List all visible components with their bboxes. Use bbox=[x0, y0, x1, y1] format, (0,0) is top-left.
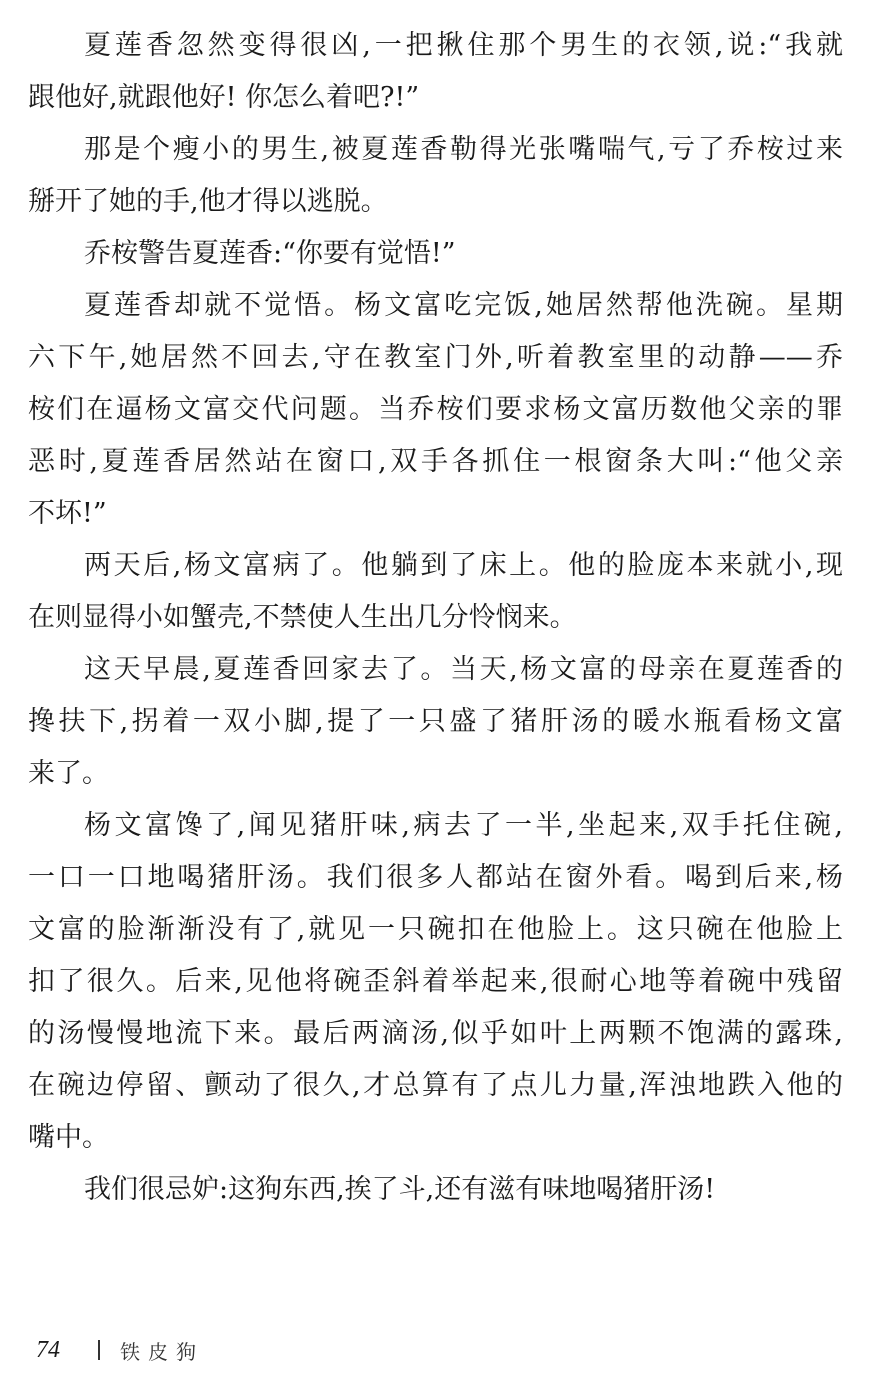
text-line: 的汤慢慢地流下来。最后两滴汤,似乎如叶上两颗不饱满的露珠, bbox=[28, 1018, 843, 1049]
paragraph bbox=[28, 800, 843, 1164]
text-line: 文富的脸渐渐没有了,就见一只碗扣在他脸上。这只碗在他脸上 bbox=[28, 914, 843, 945]
page-footer bbox=[36, 1330, 204, 1370]
text-line: 夏莲香忽然变得很凶,一把揪住那个男生的衣领,说:“我就 bbox=[84, 30, 843, 61]
text-line: 六下午,她居然不回去,守在教室门外,听着教室里的动静——乔 bbox=[28, 342, 843, 373]
text-line: 那是个瘦小的男生,被夏莲香勒得光张嘴喘气,亏了乔桉过来 bbox=[84, 134, 843, 165]
text-line: 桉们在逼杨文富交代问题。当乔桉们要求杨文富历数他父亲的罪 bbox=[28, 394, 843, 425]
text-line: 扣了很久。后来,见他将碗歪斜着举起来,很耐心地等着碗中残留 bbox=[28, 966, 843, 997]
text-line: 嘴中。 bbox=[28, 1122, 109, 1153]
text-line: 在则显得小如蟹壳,不禁使人生出几分怜悯来。 bbox=[28, 602, 577, 633]
text-line: 夏莲香却就不觉悟。杨文富吃完饭,她居然帮他洗碗。星期 bbox=[84, 290, 843, 321]
text-line: 跟他好,就跟他好! 你怎么着吧?!” bbox=[28, 82, 420, 113]
text-line: 一口一口地喝猪肝汤。我们很多人都站在窗外看。喝到后来,杨 bbox=[28, 862, 843, 893]
footer-divider bbox=[98, 1340, 100, 1360]
paragraph bbox=[28, 280, 843, 540]
text-line: 掰开了她的手,他才得以逃脱。 bbox=[28, 186, 388, 217]
paragraph bbox=[28, 228, 843, 280]
body-text bbox=[28, 20, 843, 1216]
paragraph bbox=[28, 20, 843, 124]
text-line: 杨文富馋了,闻见猪肝味,病去了一半,坐起来,双手托住碗, bbox=[84, 810, 843, 841]
text-line: 两天后,杨文富病了。他躺到了床上。他的脸庞本来就小,现 bbox=[84, 550, 843, 581]
text-line: 搀扶下,拐着一双小脚,提了一只盛了猪肝汤的暖水瓶看杨文富 bbox=[28, 706, 843, 737]
paragraph bbox=[28, 644, 843, 800]
text-line: 在碗边停留、颤动了很久,才总算有了点儿力量,浑浊地跌入他的 bbox=[28, 1070, 843, 1101]
paragraph bbox=[28, 540, 843, 644]
text-line: 这天早晨,夏莲香回家去了。当天,杨文富的母亲在夏莲香的 bbox=[84, 654, 843, 685]
page-number: 74 bbox=[36, 1336, 60, 1363]
paragraph bbox=[28, 1164, 843, 1216]
paragraph bbox=[28, 124, 843, 228]
text-line: 来了。 bbox=[28, 758, 109, 789]
text-line: 我们很忌妒:这狗东西,挨了斗,还有滋有味地喝猪肝汤! bbox=[84, 1174, 716, 1205]
text-line: 恶时,夏莲香居然站在窗口,双手各抓住一根窗条大叫:“他父亲 bbox=[28, 446, 843, 477]
book-title: 铁皮狗 bbox=[120, 1339, 204, 1364]
text-line: 不坏!” bbox=[28, 498, 107, 529]
text-line: 乔桉警告夏莲香:“你要有觉悟!” bbox=[84, 238, 456, 269]
